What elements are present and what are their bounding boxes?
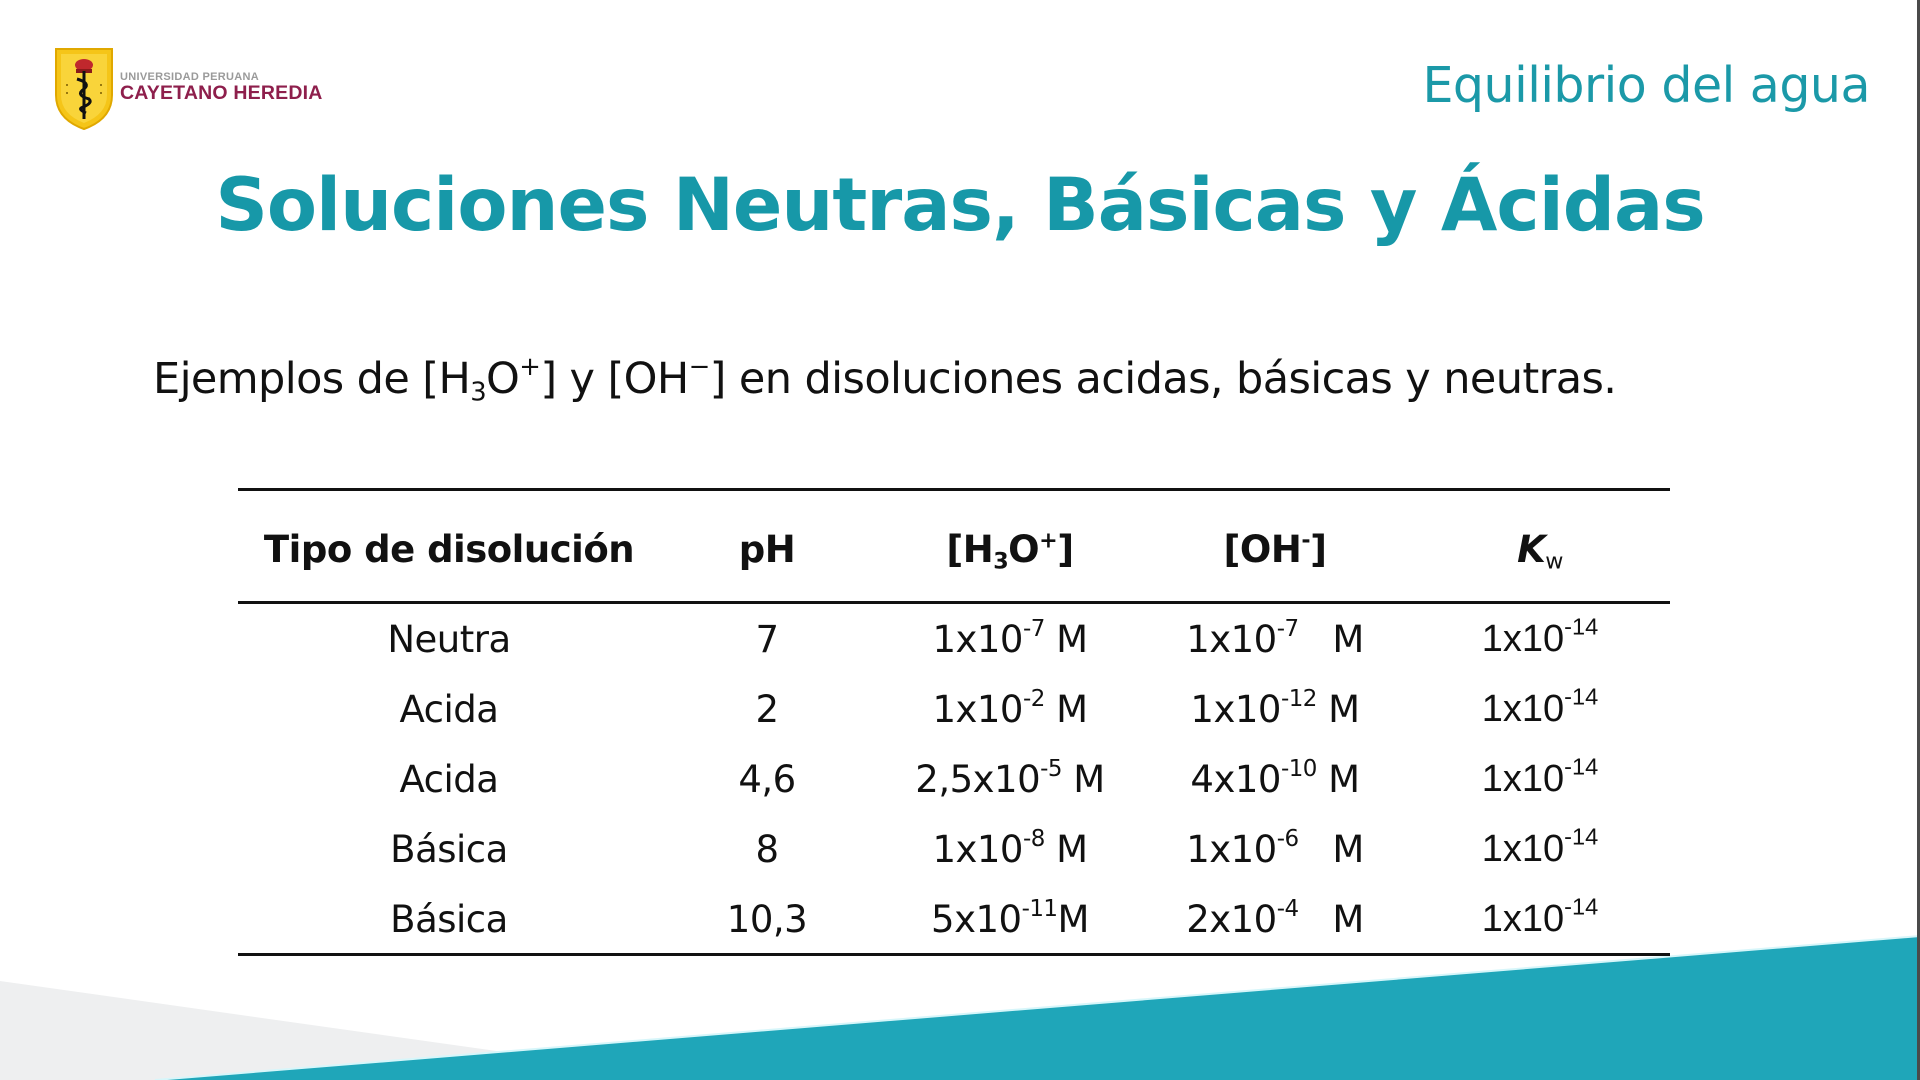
cell-h3o: $2,5x10^{-5}$ M <box>915 755 1105 801</box>
cell-type: Acida <box>399 688 499 731</box>
table-bottom-rule <box>238 953 1670 956</box>
cell-h3o: $1x10^{-7}$ M <box>932 615 1088 661</box>
cell-type: Acida <box>399 758 499 801</box>
header-kw: $K_w$ <box>1517 528 1563 575</box>
cell-ph: 4,6 <box>738 758 796 801</box>
cell-kw: $1x10^{-14}$ <box>1481 613 1599 660</box>
cell-type: Básica <box>390 828 508 871</box>
cell-oh: $1x10^{-12}$ M <box>1190 685 1360 731</box>
cell-type: Neutra <box>387 618 511 661</box>
cell-ph: 2 <box>755 688 779 731</box>
cell-h3o: $5x10^{-11}M$ <box>931 895 1089 941</box>
cell-oh: $1x10^{-6}$ M <box>1186 825 1364 871</box>
slide-title: Soluciones Neutras, Básicas y Ácidas <box>215 163 1705 248</box>
header-oh: [OH-] <box>1223 527 1327 571</box>
cell-type: Básica <box>390 898 508 941</box>
university-shield-icon <box>53 45 115 131</box>
cell-oh: $2x10^{-4}$ M <box>1186 895 1364 941</box>
cell-ph: 10,3 <box>726 898 808 941</box>
cell-h3o: $1x10^{-8}$ M <box>932 825 1088 871</box>
table-top-rule <box>238 488 1670 491</box>
cell-oh: $1x10^{-7}$ M <box>1186 615 1364 661</box>
logo-university-name: CAYETANO HEREDIA <box>120 82 323 104</box>
cell-kw: $1x10^{-14}$ <box>1481 753 1599 800</box>
cell-kw: $1x10^{-14}$ <box>1481 893 1599 940</box>
cell-ph: 7 <box>755 618 779 661</box>
section-tag: Equilibrio del agua <box>1422 57 1870 114</box>
logo-university-label: UNIVERSIDAD PERUANA <box>120 71 259 83</box>
cell-oh: $4x10^{-10}$ M <box>1190 755 1360 801</box>
slide-subtitle: Ejemplos de $[H_3O^+]$ y [OH−] en disoluciones acidas, básicas y neutras. <box>153 351 1617 408</box>
cell-h3o: $1x10^{-2}$ M <box>932 685 1088 731</box>
header-h3o: $[H_3O^+]$ <box>946 527 1074 575</box>
header-type: Tipo de disolución <box>263 528 635 571</box>
cell-kw: $1x10^{-14}$ <box>1481 823 1599 870</box>
university-logo <box>50 42 350 132</box>
cell-kw: $1x10^{-14}$ <box>1481 683 1599 730</box>
table-header-rule <box>238 601 1670 604</box>
cell-ph: 8 <box>755 828 779 871</box>
header-ph: pH <box>738 528 796 571</box>
